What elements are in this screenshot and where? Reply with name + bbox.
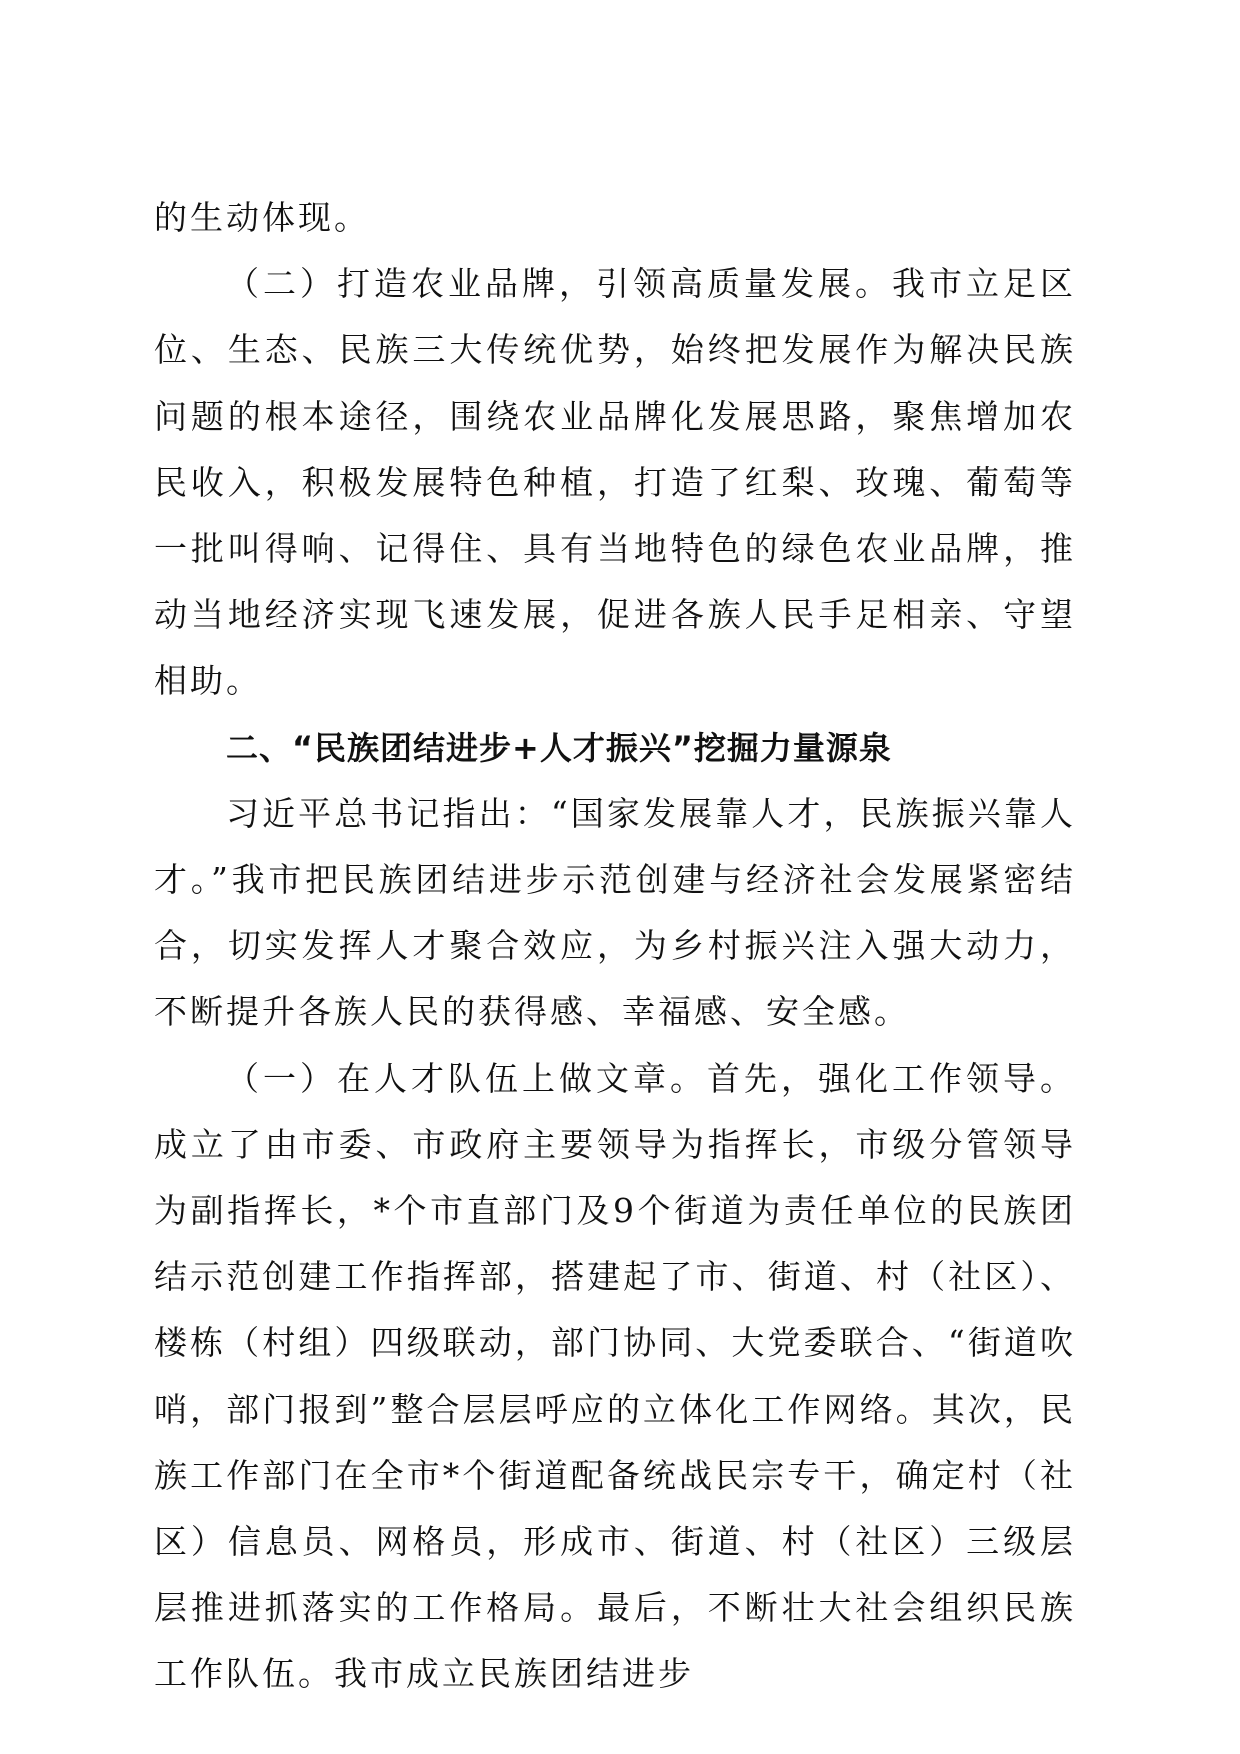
body-paragraph: 习近平总书记指出：“国家发展靠人才，民族振兴靠人才。”我市把民族团结进步示范创建与经济社会发展紧密结合，切实发挥人才聚合效应，为乡村振兴注入强大动力，不断提升各族人民的获得感、幸福感、安全感。 [154, 793, 1076, 1032]
section-heading: 二、“民族团结进步+人才振兴”挖掘力量源泉 [226, 728, 892, 767]
document-body [154, 185, 1076, 1708]
body-paragraph: （二）打造农业品牌，引领高质量发展。我市立足区位、生态、民族三大传统优势，始终把发展作为解决民族问题的根本途径，围绕农业品牌化发展思路，聚焦增加农民收入，积极发展特色种植，打造了红梨、玫瑰、葡萄等一批叫得响、记得住、具有当地特色的绿色农业品牌，推动当地经济实现飞速发展，促进各族人民手足相亲、守望相助。 [154, 264, 1076, 701]
body-paragraph: （一）在人才队伍上做文章。首先，强化工作领导。成立了由市委、市政府主要领导为指挥长，市级分管领导为副指挥长，*个市直部门及9个街道为责任单位的民族团结示范创建工作指挥部，搭建起了市、街道、村（社区）、楼栋（村组）四级联动，部门协同、大党委联合、“街道吹哨，部门报到”整合层层呼应的立体化工作网络。其次，民族工作部门在全市*个街道配备统战民宗专干，确定村（社区）信息员、网格员，形成市、街道、村（社区）三级层层推进抓落实的工作格局。最后，不断壮大社会组织民族工作队伍。我市成立民族团结进步 [154, 1058, 1076, 1694]
body-paragraph: 的生动体现。 [154, 198, 370, 237]
